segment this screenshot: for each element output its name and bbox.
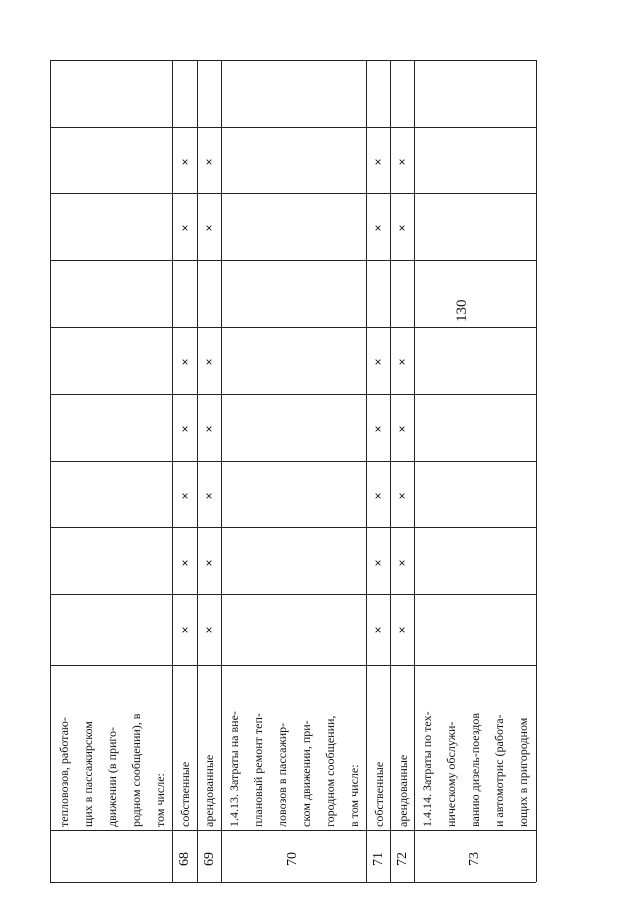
cross-mark: × [374, 155, 382, 169]
description-line: родном сообщении), в [129, 713, 143, 827]
column-divider [50, 260, 536, 261]
cross-mark: × [398, 489, 406, 503]
row-number: 71 [371, 852, 386, 866]
cross-mark: × [398, 623, 406, 637]
column-divider [50, 461, 536, 462]
row-description [173, 667, 197, 827]
cross-mark: × [181, 155, 189, 169]
row-description [197, 667, 221, 827]
cross-mark: × [181, 355, 189, 369]
row-number: 73 [467, 852, 482, 866]
description-line: собственные [372, 761, 386, 827]
column-divider [50, 394, 536, 395]
cross-mark: × [205, 556, 213, 570]
table-border-bottom [536, 60, 537, 882]
description-line: том числе: [153, 773, 167, 827]
cross-mark: × [205, 221, 213, 235]
cross-mark: × [205, 355, 213, 369]
cross-mark: × [181, 623, 189, 637]
description-line: в том числе: [347, 764, 361, 827]
cross-mark: × [181, 221, 189, 235]
description-line: движении (в приго- [105, 726, 119, 827]
table-border-right [50, 60, 536, 61]
cross-mark: × [181, 422, 189, 436]
column-divider [50, 127, 536, 128]
cross-mark: × [374, 623, 382, 637]
description-line: щих в пассажирском [81, 721, 95, 827]
row-description [222, 667, 366, 827]
description-line: тепловозов, работаю- [57, 717, 71, 827]
row-description [391, 667, 415, 827]
data-table [50, 60, 536, 882]
row-number: 70 [285, 852, 300, 866]
column-divider [50, 665, 536, 666]
description-line: городном сообщении, [323, 715, 337, 827]
description-line: ническому обслужи- [444, 721, 458, 827]
column-divider [50, 594, 536, 595]
page-number: 130 [454, 299, 470, 322]
cross-mark: × [205, 422, 213, 436]
column-divider [50, 830, 536, 831]
cross-mark: × [374, 489, 382, 503]
cross-mark: × [205, 489, 213, 503]
cross-mark: × [398, 556, 406, 570]
description-line: ском движении, при- [299, 720, 313, 827]
cross-mark: × [181, 489, 189, 503]
description-line: арендованные [396, 754, 410, 827]
cross-mark: × [398, 355, 406, 369]
description-line: ющих в пригородном [516, 717, 530, 827]
row-description [52, 667, 172, 827]
cross-mark: × [374, 422, 382, 436]
description-line: собственные [178, 761, 192, 827]
cross-mark: × [205, 623, 213, 637]
row-number: 69 [202, 852, 217, 866]
cross-mark: × [205, 155, 213, 169]
description-line: 1.4.13. Затраты на вне- [227, 711, 241, 827]
cross-mark: × [374, 556, 382, 570]
table-border-left [50, 882, 536, 883]
description-line: и автомотрис (работа- [492, 714, 506, 827]
cross-mark: × [398, 155, 406, 169]
cross-mark: × [398, 221, 406, 235]
cross-mark: × [398, 422, 406, 436]
description-line: ванию дизель-поездов [468, 712, 482, 827]
cross-mark: × [181, 556, 189, 570]
row-description [367, 667, 391, 827]
cross-mark: × [374, 355, 382, 369]
column-divider [50, 527, 536, 528]
column-divider [50, 327, 536, 328]
description-line: ловозов в пассажир- [275, 722, 289, 827]
column-divider [50, 193, 536, 194]
table-border-top [50, 60, 51, 882]
description-line: арендованные [202, 754, 216, 827]
description-line: 1.4.14. Затраты по тех- [420, 711, 434, 827]
row-number: 72 [395, 852, 410, 866]
row-number: 68 [177, 852, 192, 866]
cross-mark: × [374, 221, 382, 235]
row-description [415, 667, 535, 827]
description-line: плановый ремонт теп- [251, 713, 265, 827]
